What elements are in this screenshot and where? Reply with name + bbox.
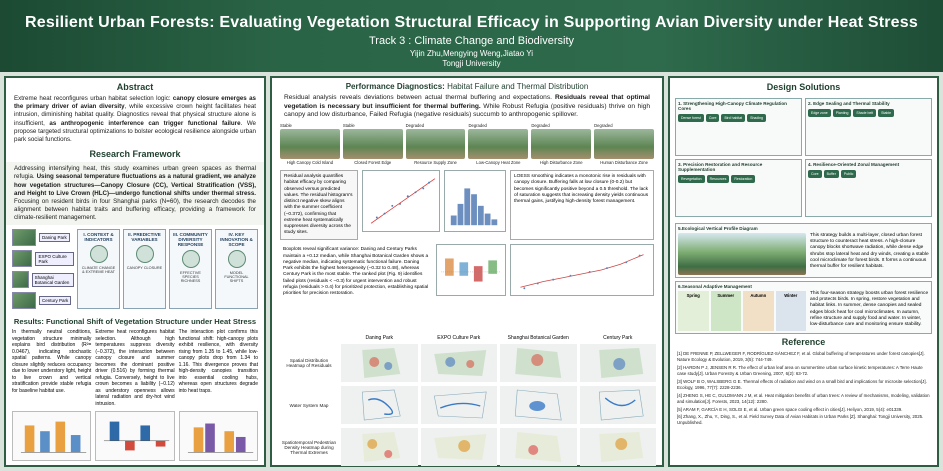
park-photo (12, 250, 74, 267)
vertical-profile-title: 5.Ecological Vertical Profile Diagram (678, 226, 758, 231)
design-flow (678, 175, 799, 183)
vertical-profile-illustration (678, 233, 806, 275)
habitat-status: Stable (342, 123, 355, 129)
habitat-illustration (531, 129, 591, 159)
habitat-caption: Human Disturbance Zone (600, 160, 648, 166)
framework-box-heading: IV. KEY INNOVATION & SCOPE (220, 232, 253, 248)
season-summer: Summer (711, 291, 742, 331)
poster-track: Track 3 : Climate Change and Biodiversity (368, 35, 574, 47)
abstract-highlight: canopy closure emerges as the primary driver of avian diversity (14, 95, 256, 111)
habitat-caption: Closed Forest Edge (354, 160, 392, 166)
poster-header (0, 0, 943, 72)
water-map (421, 386, 498, 424)
flow-step: Dense forest (678, 114, 704, 122)
framework-diagram (6, 225, 264, 313)
framework-box (169, 229, 212, 309)
design-card-heading: 4. Resilience-Oriented Zonal Management (808, 162, 900, 167)
design-flow (678, 114, 799, 122)
right-column (668, 76, 939, 467)
park-photo (12, 229, 74, 246)
framework-box-label: MODEL FUNCTIONAL SHIFTS (224, 271, 249, 284)
water-map (341, 386, 418, 424)
framework-box-heading: III. COMMUNITY DIVERSITY RESPONSE (173, 232, 208, 248)
habitat-status: Stable (280, 123, 292, 129)
framework-box-heading: I. CONTEXT & INDICATORS (83, 232, 114, 243)
diagnostics-title-main: Performance Diagnostics: (345, 82, 445, 91)
park-maps-grid (280, 335, 656, 463)
flow-step: Revegetation (678, 175, 705, 183)
reference-item: [5] ARAM F, GARCÍA E H, SOLGI E, et al. Urban green space cooling effect in cities[J]. Heliyon, 2019, 5(4): e01339. (677, 406, 903, 412)
reference-item: [3] WOLF B O, WALSBERG G E. Thermal effects of radiation and wind on a small bird and implications for microsite selection[J]. Ecology, 1996, 77(7): 2228-2236. (677, 378, 927, 390)
residual-heatmap (421, 344, 498, 382)
habitat-illustration (594, 129, 654, 159)
park-photo (12, 292, 74, 309)
seasonal-panel (675, 281, 932, 334)
flow-step: Bird habitat (721, 114, 745, 122)
habitat-status: Degraded (405, 123, 425, 129)
habitat-illustration (468, 129, 528, 159)
residual-text: Residual analysis quantifies habitat efficacy by comparing observed versus predicted values. The residual histogram's distinct negative skew aligns with the summer coefficient (−0.372), confirming that extreme heat systematically suppresses diversity across the study sites. (280, 170, 358, 240)
seasonal-body (678, 291, 929, 331)
flow-step: Public (841, 170, 857, 178)
bird-icon (182, 250, 200, 268)
map-row-label: Spatiotemporal Pedestrian Density Heatmap during Thermal Extremes (281, 439, 337, 455)
middle-column (270, 76, 664, 467)
habitat-card (531, 123, 591, 165)
framework-box-label: CANOPY CLOSURE (126, 266, 163, 271)
design-solutions-grid (670, 95, 937, 220)
season-columns (678, 291, 806, 331)
habitat-card (343, 123, 403, 165)
loess-description: LOESS smoothing indicates a monotonic rise in residuals with canopy closure. Buffering falls at low closure (0-0.2) but becomes significantly positive beyond a 0.5 threshold. The lack of saturation suggests that increasing density yields continuous thermal gains, justifying high-density forest management. (514, 174, 649, 205)
map-row (280, 385, 656, 425)
design-solutions-title: Design Solutions (766, 82, 841, 92)
design-card-heading: 3. Precision Restoration and Resource Supplementation (678, 162, 763, 172)
flow-step: Shade belt (853, 109, 876, 117)
tree-icon (136, 245, 154, 263)
habitat-illustration (343, 129, 403, 159)
season-winter: Winter (776, 291, 807, 331)
reference-item: [6] Zhang, X., Zhu, Y., Ding, S., et al. Field Survey Data of Avian Habitats in Urban Parks [Z]. Shanghai: Tongji University, 2025. Unpublished. (677, 414, 924, 426)
flow-step: Stable (878, 109, 894, 117)
results-col: In thermally neutral conditions, vegetation structure minimally explains bird distribution (R²= 0.0467), indicating stochastic spatial patterns. While canopy closure slightly reduces occupancy due to lower understory light, height to live crown and vertical stratification provide stable refugia for baseline habitat use. (12, 329, 92, 394)
design-card (675, 159, 802, 217)
park-photos (12, 229, 74, 309)
park-comparison-block (272, 242, 662, 302)
flow-step: Core (706, 114, 720, 122)
coefficient-chart-figure (95, 411, 174, 461)
abstract-text (6, 95, 264, 144)
design-card (805, 159, 932, 217)
framework-part: Focusing on resident birds in four Shanghai parks (N=60), the research decodes the alignment between habitat traits and buffering efficacy, providing a framework for climate-resilient management. (14, 197, 256, 222)
design-flow (808, 170, 929, 178)
map-row (280, 427, 656, 467)
reference-item: [2] HARDIN P J, JENSEN R R. The effect of urban leaf area on summertime urban surface kinetic temperatures: A Terre Haute case study[J]. Urban Forestry & Urban Greening, 2007, 6(2): 63-72. (677, 364, 923, 376)
ranked-residual-figure (510, 244, 654, 296)
seasonal-text: This four-season strategy boosts urban forest resilience and protects birds. In spring, restore vegetation and habitat links. In summer, dense canopies and sealed edges block heat for cool microclimates. In autumn, refine structure and supply food and water. In winter, low-disturbance care and monitoring ensure stability. (810, 291, 929, 328)
residual-heatmap (341, 344, 418, 382)
pedestrian-heatmap (500, 428, 577, 466)
habitat-card (594, 123, 654, 165)
park-label: Daning Park (39, 233, 70, 242)
map-row-label: Water System Map (289, 402, 329, 408)
intro-part: While Robust Refugia (positive residuals) thrive on high canopy and low disturbance, Failed Refugia (negative residuals) succumb to anthropogenic spillover. (284, 102, 650, 119)
boxplot-figure (436, 244, 506, 296)
left-column (4, 76, 266, 467)
habitat-caption: High Canopy Cold Island (286, 160, 334, 166)
framework-box (215, 229, 258, 309)
residual-heatmap (500, 344, 577, 382)
water-map (580, 386, 657, 424)
map-column-headers (280, 335, 656, 343)
framework-title: Research Framework (89, 149, 181, 160)
framework-highlight: Using seasonal temperature fluctuations as a natural gradient, we analyze how vegetation structures—Canopy Closure (CC), Vertical Stratification (VSS), and Height to Live Crown (HLC)—undergo functional shifts under thermal stress. (14, 173, 256, 197)
results-charts (6, 407, 264, 465)
map-row (280, 343, 656, 383)
flow-step: Buffer (824, 170, 839, 178)
water-map (500, 386, 577, 424)
pedestrian-heatmap (341, 428, 418, 466)
poster-authors: Yijin Zhu,Mengying Weng,Jiatao Yi (409, 49, 534, 58)
interaction-chart-figure (179, 411, 258, 461)
results-col: Extreme heat reconfigures habitat selection. Although high temperatures suppress diversity (−0.372), the interaction between canopy closure and summer becomes the dominant positive driver (0.516) by forming thermal refugia. Conversely, height to live crown becomes a liability (−0.12) as understory openness allows lateral radiation and dry-hot wind intrusion. (95, 329, 175, 407)
habitat-card (280, 123, 340, 165)
results-text (6, 329, 264, 407)
diagnostics-title-sub: Habitat Failure and Thermal Distribution (447, 82, 589, 91)
flow-step: Shading (747, 114, 766, 122)
boxplot-text: Boxplots reveal significant variance: Daning and Century Parks maintain a +0.12 median, while Shanghai Botanical Garden shows a negative median, indicating systematic functional failure. Daning Park exhibits the highest heterogeneity (−0.32 to 0.48), whereas Century Park is the most stable. The ranked plot (Fig. 9) identifies failed plots (residuals < −0.3) for urgent intervention and robust refugia (residuals > 0.4) for prioritized protection, establishing spatial priorities for precision restoration. (280, 244, 432, 300)
vertical-profile-text: This strategy builds a multi-layer, closed urban forest structure to counteract heat stress. A high-closure canopy blocks shortwave radiation, while dense edge shrubs stop lateral heat and dry winds, creating a stable cool microclimate for forest birds. It forms a continuous thermal buffer for resilient habitats. (810, 233, 929, 270)
residual-scatter-figure (362, 170, 440, 232)
habitat-illustration (280, 129, 340, 159)
framework-box-heading: II. PREDICTIVE VARIABLES (128, 232, 161, 243)
framework-box-label: CLIMATE CHANGE & EXTREME HEAT (81, 266, 116, 275)
design-card (675, 98, 802, 156)
framework-box (77, 229, 120, 309)
diagnostics-title (272, 82, 662, 91)
residual-histogram-figure (444, 170, 506, 232)
framework-part: Addressing intensifying heat, this study examines urban green spaces as thermal refugia. (14, 165, 256, 181)
loess-text (510, 170, 654, 240)
pedestrian-heatmap (580, 428, 657, 466)
framework-text (6, 162, 264, 225)
habitat-illustration (406, 129, 466, 159)
flow-step: Planting (833, 109, 852, 117)
results-title: Results: Functional Shift of Vegetation Structure under Heat Stress (13, 317, 257, 327)
habitat-caption: High Disturbance Zone (539, 160, 583, 166)
habitat-card (468, 123, 528, 165)
pedestrian-heatmap (421, 428, 498, 466)
habitat-card (406, 123, 466, 165)
reference-title: Reference (781, 337, 826, 347)
reference-item: [4] ZHENG S, HE C, GULDMANN J M, et al. Heat mitigation benefits of urban trees: A review of mechanisms, modeling, validation and simulation[J]. Forests, 2023, 14(12): 2280. (677, 392, 930, 404)
park-label: Shanghai Botanical Garden (32, 273, 74, 287)
habitat-status: Degraded (531, 123, 550, 129)
flow-step: Resources (707, 175, 730, 183)
habitat-status: Degraded (468, 123, 487, 129)
habitat-status: Degraded (594, 123, 613, 129)
residual-analysis-block (272, 168, 662, 242)
framework-box-label: EFFECTIVE SPECIES RICHNESS (180, 271, 201, 284)
flow-step: Edge zone (808, 109, 831, 117)
abstract-part: , while excessive crown height facilitates heat intrusion, diminishing habitat quality. Diagnostics reveal that physical structure alone is insufficient, (14, 103, 257, 127)
abstract-highlight: as anthropogenic interference can trigger functional failure (49, 119, 241, 127)
map-column-header: Century Park (603, 335, 633, 341)
intro-highlight: Residuals reveal that optimal vegetation is necessary but insufficient for thermal buffering. (284, 94, 651, 110)
map-column-header: Shanghai Botanical Garden (507, 335, 569, 341)
design-flow (808, 109, 929, 117)
vertical-profile-panel (675, 223, 932, 278)
bar-chart-figure (12, 411, 91, 461)
design-card-heading: 1. Strengthening High-Canopy Climate Regulation Cores (678, 101, 787, 111)
flow-step: Core (808, 170, 822, 178)
abstract-part: Extreme heat reconfigures urban habitat selection logic: (14, 95, 173, 102)
park-label: EXPO Culture Park (35, 252, 74, 266)
framework-box (123, 229, 166, 309)
map-row-label: Spatial Distribution Heatmap of Residuals (286, 358, 332, 368)
thermometer-icon (90, 245, 108, 263)
poster-university: Tongji University (442, 59, 501, 68)
park-photo (12, 271, 74, 288)
residual-heatmap (580, 344, 657, 382)
habitat-caption: Resource Supply Zone (414, 160, 457, 166)
flow-step: Restoration (731, 175, 755, 183)
habitat-type-row (272, 120, 662, 168)
results-col: The interaction plot confirms this functional shift: high-canopy plots exhibit resilience, with diversity rising from 1.35 to 1.45, while low-canopy plots drop from 1.34 to 1.16. This divergence proves that high-density canopies transition into essential cooling hubs, whereas open structures degrade into heat traps. (178, 329, 258, 394)
abstract-part: . We propose targeted structural optimizations to bolster ecological resilience alongside urban park social functions. (14, 119, 256, 143)
diagnostics-intro (272, 94, 662, 120)
design-card-heading: 2. Edge Sealing and Thermal Stability (808, 101, 890, 106)
park-label: Century Park (39, 296, 71, 305)
poster-title: Resilient Urban Forests: Evaluating Vegetation Structural Efficacy in Supporting Avian Diversity under Heat Stress (25, 14, 918, 31)
vertical-profile-body (678, 233, 929, 275)
abstract-title: Abstract (116, 82, 154, 92)
map-column-header: Daning Park (365, 335, 393, 341)
intro-part: Residual analysis reveals deviations between actual thermal buffering and expectations. (284, 94, 556, 101)
seasonal-title: 6.Seasonal Adaptive Management (678, 284, 752, 289)
season-autumn: Autumn (743, 291, 774, 331)
map-column-header: EXPO Culture Park (437, 335, 481, 341)
reference-item: [1] DE FRENNE P, ZELLWEGER F, RODRÍGUEZ-SÁNCHEZ F, et al. Global buffering of temperatures under forest canopies[J]. Nature Ecology & Evolution, 2019, 3(5): 744-749. (677, 351, 925, 362)
design-card (805, 98, 932, 156)
season-spring: Spring (678, 291, 709, 331)
lightbulb-icon (228, 250, 246, 268)
habitat-caption: Low-Canopy Heat Zone (476, 160, 521, 166)
